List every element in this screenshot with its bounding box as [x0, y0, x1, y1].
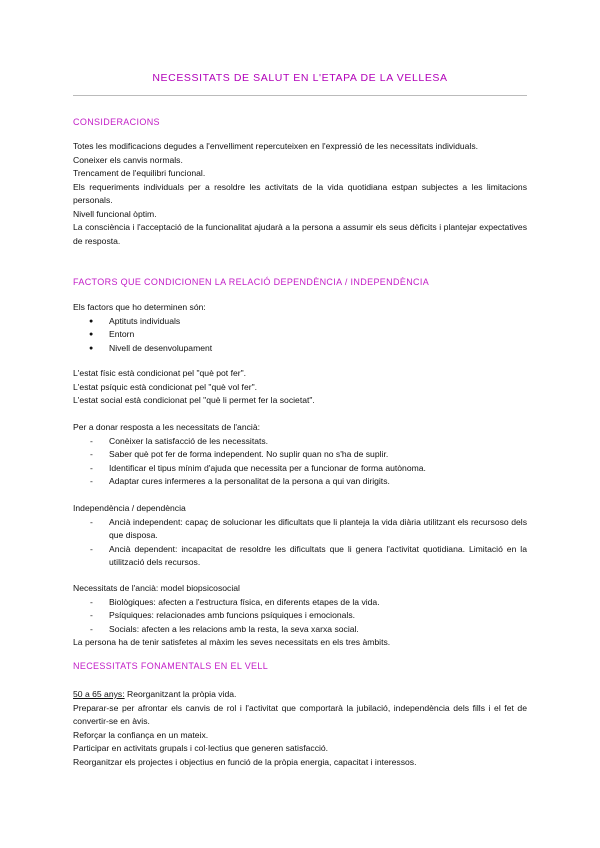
list-item: - Psíquiques: relacionades amb funcions psíquiques i emocionals. [73, 609, 527, 623]
paragraph: L'estat psíquic està condicionat pel "què vol fer". [73, 381, 258, 392]
paragraph: Nivell funcional òptim. [73, 208, 157, 219]
independencia-block [73, 502, 527, 570]
model-list [73, 596, 527, 637]
heading-consideracions: CONSIDERACIONS [73, 117, 160, 127]
list-item: ● Nivell de desenvolupament [73, 342, 527, 356]
paragraph: Trencament de l'equilibri funcional. [73, 168, 206, 178]
list-item: - Ancià dependent: incapacitat de resoldre les dificultats que li genera l'activitat quotidiana. Limitació en la utilització dels recursos. [73, 543, 527, 570]
list-item: ● Aptituts individuals [73, 315, 527, 329]
heading-factors: FACTORS QUE CONDICIONEN LA RELACIÓ DEPENDÈNCIA / INDEPENDÈNCIA [73, 277, 430, 287]
list-item: - Conèixer la satisfacció de les necessitats. [73, 435, 527, 449]
paragraph: Per a donar resposta a les necessitats de l'ancià: [73, 422, 260, 432]
document-title: NECESSITATS DE SALUT EN L'ETAPA DE LA VELLESA [152, 72, 448, 84]
paragraph: Els factors que ho determinen són: [73, 302, 206, 312]
list-item: - Socials: afecten a les relacions amb la resta, la seva xarxa social. [73, 623, 527, 637]
list-item: - Saber què pot fer de forma independent. No suplir quan no s'ha de suplir. [73, 448, 527, 462]
paragraph: Reorganitzar els projectes i objectius en funció de la pròpia energia, capacitat i interessos. [73, 756, 417, 767]
paragraph: Participar en activitats grupals i col·lectius que generen satisfacció. [73, 743, 329, 753]
paragraph: Independència / dependència [73, 503, 186, 513]
resposta-block [73, 421, 527, 489]
factors-bullet-list [73, 315, 527, 356]
list-item: ● Entorn [73, 328, 527, 342]
age-line [73, 688, 527, 702]
paragraph: Preparar-se per afrontar els canvis de rol i l'activitat que comportarà la jubilació, independència dels fills i el fet de convertir-se en àvis. [73, 702, 527, 726]
independencia-list [73, 516, 527, 570]
paragraph: Coneixer els canvis normals. [73, 154, 183, 165]
list-item: - Adaptar cures infermeres a la personalitat de la persona a qui van dirigits. [73, 475, 527, 489]
paragraph: Necessitats de l'ancià: model biopsicosocial [73, 583, 240, 593]
consideracions-body [73, 140, 527, 248]
paragraph: L'estat social està condicionat pel "què li permet fer la societat". [73, 395, 315, 405]
paragraph: La consciència i l'acceptació de la funcionalitat ajudarà a la persona a assumir els seus dèficits i plantejar expectatives de resposta. [73, 222, 527, 246]
heading-fonamentals: NECESSITATS FONAMENTALS EN EL VELL [73, 661, 269, 671]
model-block [73, 582, 527, 650]
estats-block [73, 367, 527, 408]
paragraph: L'estat físic està condicionat pel "què pot fer". [73, 368, 247, 378]
list-item: - Identificar el tipus mínim d'ajuda que necessita per a funcionar de forma autònoma. [73, 462, 527, 476]
title-divider [73, 95, 527, 96]
paragraph: Totes les modificacions degudes a l'envelliment repercuteixen en l'expressió de les necessitats individuals. [73, 141, 479, 151]
list-item: - Biològiques: afecten a l'estructura física, en diferents etapes de la vida. [73, 596, 527, 610]
fonamentals-body [73, 688, 527, 769]
paragraph: Reforçar la confiança en un mateix. [73, 729, 209, 740]
factors-intro-block [73, 301, 527, 355]
paragraph: La persona ha de tenir satisfetes al màxim les seves necessitats en els tres àmbits. [73, 637, 391, 647]
paragraph: Els requeriments individuals per a resoldre les activitats de la vida quotidiana estpan subjectes a les limitacions personals. [73, 181, 527, 205]
resposta-list [73, 435, 527, 489]
age-range-text: Reorganitzant la pròpia vida. [124, 689, 237, 699]
age-range-label: 50 a 65 anys: [73, 689, 125, 699]
list-item: - Ancià independent: capaç de solucionar les dificultats que li planteja la vida diària utilitzant els recursoso dels que disposa. [73, 516, 527, 543]
